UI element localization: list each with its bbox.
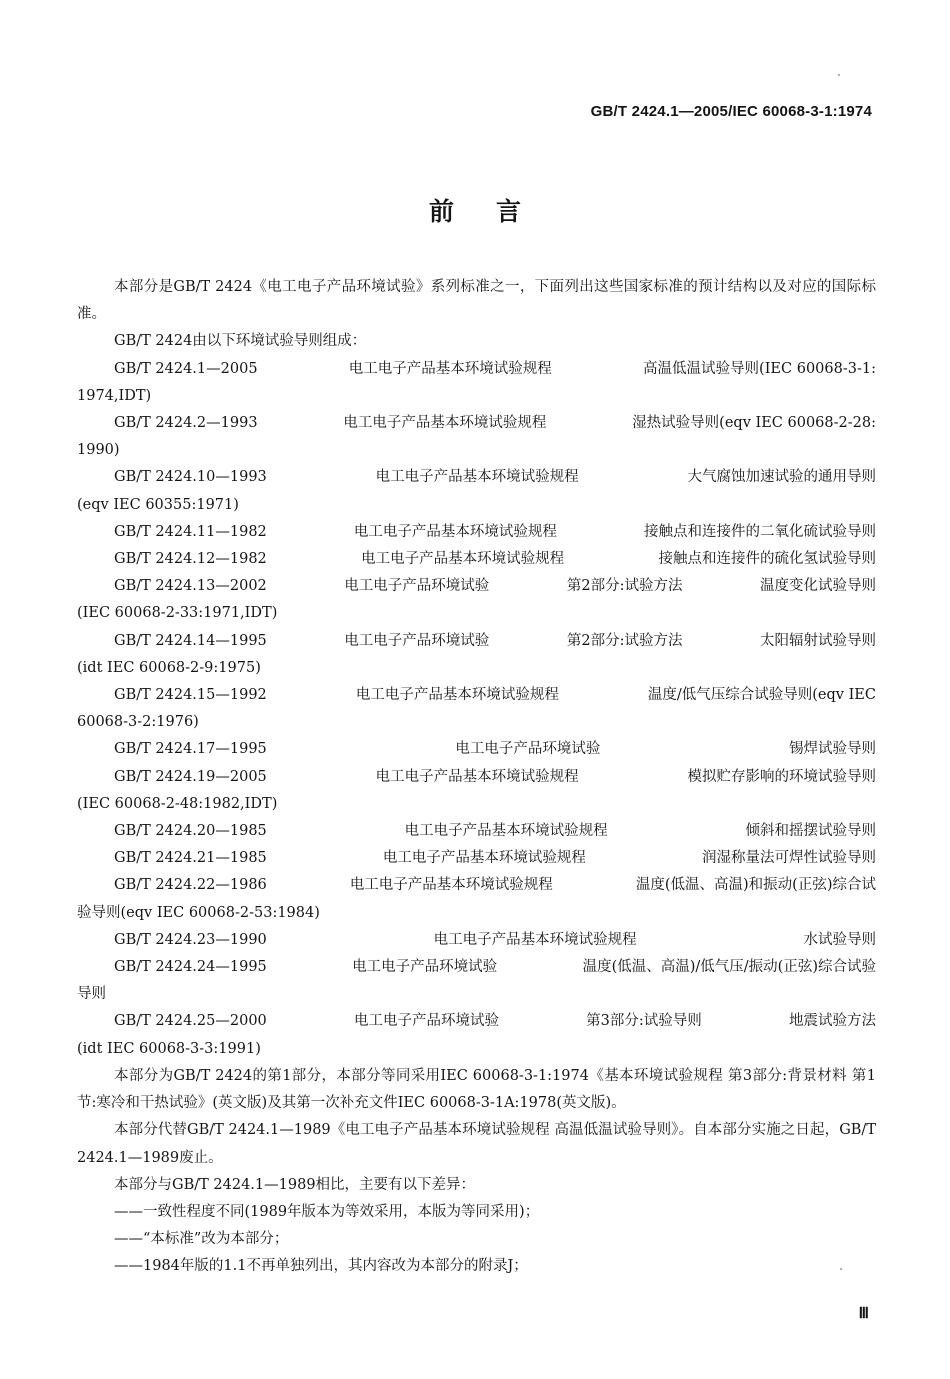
standard-field-a: 电工电子产品环境试验	[344, 632, 490, 649]
standard-field-a: 电工电子产品基本环境试验规程	[375, 469, 579, 486]
standard-list-item	[77, 682, 876, 709]
standard-code: GB/T 2424.10—1993	[114, 469, 267, 486]
standard-field-a: 电工电子产品基本环境试验规程	[404, 823, 608, 840]
standard-field-a: 电工电子产品基本环境试验规程	[353, 523, 557, 540]
standard-list-item	[77, 927, 876, 954]
standard-continuation: (IEC 60068-2-48:1982,IDT)	[77, 795, 278, 812]
standard-list-item	[77, 1008, 876, 1035]
scan-speck	[840, 1268, 842, 1270]
replacement-paragraph: 本部分代替GB/T 2424.1—1989《电工电子产品基本环境试验规程 高温低温试验导则》。自本部分实施之日起，GB/T 2424.1—1989废止。	[77, 1122, 876, 1166]
standard-code: GB/T 2424.22—1986	[114, 877, 267, 894]
standard-list-item	[77, 628, 876, 655]
standard-continuation: 60068-3-2:1976)	[77, 714, 199, 731]
standard-field-a: 电工电子产品环境试验	[353, 1013, 499, 1030]
standards-list	[77, 356, 876, 1063]
standard-list-item	[77, 464, 876, 491]
standard-list-item	[77, 410, 876, 437]
adoption-paragraph: 本部分为GB/T 2424的第1部分，本部分等同采用IEC 60068-3-1:1974《基本环境试验规程 第3部分:背景材料 第1节:寒冷和干热试验》(英文版)及其第一次补充文件IEC 60068-3-1A:1978(英文版)。	[77, 1067, 876, 1112]
standard-field-b: 第2部分:试验方法	[566, 578, 683, 595]
standard-field-b: 倾斜和摇摆试验导则	[745, 823, 876, 840]
standard-code: GB/T 2424.17—1995	[114, 741, 267, 758]
standard-list-item	[77, 764, 876, 791]
standard-code: GB/T 2424.2—1993	[114, 415, 258, 432]
standard-field-b: 温度(低温、高温)和振动(正弦)综合试	[635, 877, 876, 894]
standard-field-b: 湿热试验导则(eqv IEC 60068-2-28:	[632, 415, 876, 432]
standard-field-a: 电工电子产品基本环境试验规程	[348, 360, 552, 377]
standard-field-a: 电工电子产品环境试验	[352, 959, 498, 976]
standard-field-b: 模拟贮存影响的环境试验导则	[687, 768, 876, 785]
standard-continuation: 1974,IDT)	[77, 387, 152, 404]
standard-field-b: 高温低温试验导则(IEC 60068-3-1:	[643, 360, 876, 377]
differences-intro: 本部分与GB/T 2424.1—1989相比，主要有以下差异：	[114, 1176, 476, 1193]
standard-field-b: 温度/低气压综合试验导则(eqv IEC	[647, 687, 876, 704]
standard-code: GB/T 2424.15—1992	[114, 687, 267, 704]
standard-code: GB/T 2424.13—2002	[114, 578, 267, 595]
standard-field-b: 接触点和连接件的二氧化硫试验导则	[644, 523, 876, 540]
standard-field-a: 电工电子产品基本环境试验规程	[433, 931, 637, 948]
standard-code: GB/T 2424.12—1982	[114, 551, 267, 568]
standard-field-b: 温度(低温、高温)/低气压/振动(正弦)综合试验	[582, 959, 876, 976]
standard-field-c: 太阳辐射试验导则	[760, 632, 876, 649]
standard-field-a: 电工电子产品基本环境试验规程	[361, 551, 565, 568]
standard-list-item	[77, 818, 876, 845]
standard-list-item	[77, 736, 876, 763]
standard-field-a: 电工电子产品环境试验	[344, 578, 490, 595]
standard-continuation: (IEC 60068-2-33:1971,IDT)	[77, 605, 278, 622]
standard-continuation: 验导则(eqv IEC 60068-2-53:1984)	[77, 904, 320, 921]
standard-field-b: 第2部分:试验方法	[566, 632, 683, 649]
standard-list-item	[77, 519, 876, 546]
standard-list-item	[77, 573, 876, 600]
standard-field-b: 接触点和连接件的硫化氢试验导则	[658, 551, 876, 568]
scan-speck	[838, 74, 840, 76]
standard-field-a: 电工电子产品基本环境试验规程	[343, 415, 547, 432]
standard-list-item	[77, 954, 876, 981]
standard-code: GB/T 2424.20—1985	[114, 823, 267, 840]
standard-code: GB/T 2424.21—1985	[114, 850, 267, 867]
standard-code: GB/T 2424.25—2000	[114, 1013, 267, 1030]
page-title: 前言	[428, 197, 563, 226]
difference-item-3: ——1984年版的1.1不再单独列出，其内容改为本部分的附录J；	[114, 1258, 528, 1275]
list-intro: GB/T 2424由以下环境试验导则组成：	[114, 333, 367, 350]
standard-field-c: 温度变化试验导则	[760, 578, 876, 595]
standard-continuation: (idt IEC 60068-3-3:1991)	[77, 1040, 261, 1057]
standard-code: GB/T 2424.23—1990	[114, 931, 267, 948]
standard-field-b: 第3部分:试验导则	[586, 1013, 702, 1030]
standard-continuation: 导则	[77, 986, 106, 1003]
standard-list-item	[77, 356, 876, 383]
standard-field-a: 电工电子产品基本环境试验规程	[382, 850, 586, 867]
standard-continuation: 1990)	[77, 442, 120, 459]
standard-field-b: 锡焊试验导则	[789, 741, 876, 758]
standard-field-a: 电工电子产品基本环境试验规程	[375, 768, 579, 785]
standard-field-b: 大气腐蚀加速试验的通用导则	[687, 469, 876, 486]
standard-field-c: 地震试验方法	[788, 1013, 876, 1030]
document-body	[77, 274, 876, 1281]
standard-code: GB/T 2424.11—1982	[114, 523, 267, 540]
difference-item-1: ——一致性程度不同(1989年版本为等效采用，本版为等同采用)；	[114, 1203, 540, 1220]
standard-field-a: 电工电子产品基本环境试验规程	[349, 877, 553, 894]
standard-continuation: (idt IEC 60068-2-9:1975)	[77, 659, 261, 676]
standard-list-item	[77, 546, 876, 573]
standard-code: GB/T 2424.14—1995	[114, 632, 267, 649]
standard-code: GB/T 2424.1—2005	[114, 360, 258, 377]
standard-field-a: 电工电子产品基本环境试验规程	[355, 687, 559, 704]
standard-list-item	[77, 845, 876, 872]
standard-code: GB/T 2424.19—2005	[114, 768, 267, 785]
standard-field-b: 润湿称量法可焊性试验导则	[702, 850, 876, 867]
standard-field-a: 电工电子产品环境试验	[455, 741, 601, 758]
standard-continuation: (eqv IEC 60355:1971)	[77, 496, 239, 513]
difference-item-2: ——“本标准”改为本部分；	[114, 1231, 289, 1248]
standard-code: GB/T 2424.24—1995	[114, 959, 267, 976]
standard-field-b: 水试验导则	[803, 931, 876, 948]
intro-paragraph: 本部分是GB/T 2424《电工电子产品环境试验》系列标准之一，下面列出这些国家标准的预计结构以及对应的国际标准。	[77, 279, 876, 323]
standard-list-item	[77, 872, 876, 899]
page-number: Ⅲ	[858, 1306, 869, 1322]
standard-code-header: GB/T 2424.1—2005/IEC 60068-3-1:1974	[590, 103, 872, 120]
